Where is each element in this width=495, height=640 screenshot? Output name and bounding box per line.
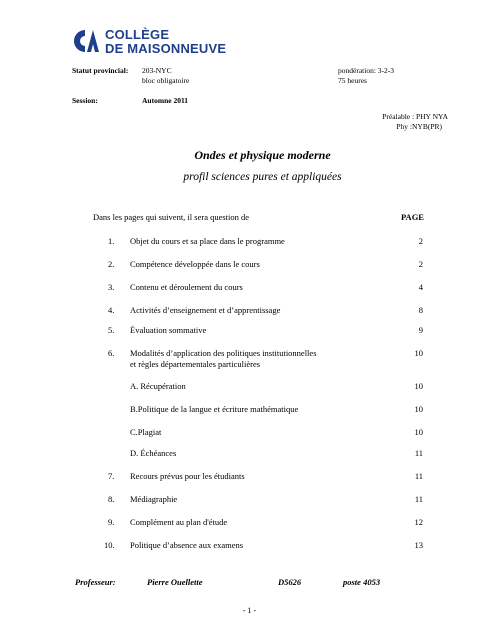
professor-name: Pierre Ouellette xyxy=(147,577,203,587)
toc-item-page: 10 xyxy=(414,404,423,414)
toc-item-label: Objet du cours et sa place dans le programme xyxy=(130,236,285,246)
professor-phone: poste 4053 xyxy=(343,577,381,587)
toc-item-number: 2. xyxy=(108,259,115,269)
toc-item-page: 2 xyxy=(418,259,423,269)
toc-item-number: 1. xyxy=(108,236,115,246)
toc-subitem-label: A. Récupération xyxy=(130,381,186,391)
toc-item-page: 10 xyxy=(414,427,423,437)
toc-item-page: 10 xyxy=(414,348,423,358)
logo-line-1: COLLÈGE xyxy=(105,27,170,42)
toc-item-label: Politique d’absence aux examens xyxy=(130,540,244,550)
toc-item-number: 4. xyxy=(108,305,115,315)
toc-item-label: Compétence développée dans le cours xyxy=(130,259,260,269)
toc-item-label: Recours prévus pour les étudiants xyxy=(130,471,245,481)
session-label: Session: xyxy=(72,96,98,105)
toc-item-page: 11 xyxy=(414,471,423,481)
toc-item-label: Médiagraphie xyxy=(130,494,178,504)
toc-item-label: Activités d’enseignement et d’apprentissage xyxy=(130,305,281,315)
toc-item-number: 8. xyxy=(108,494,115,504)
toc-page-label: PAGE xyxy=(401,212,424,222)
ponderation: pondération: 3-2-3 xyxy=(338,66,395,75)
college-logo-icon xyxy=(72,28,102,54)
toc-item-label: Évaluation sommative xyxy=(130,325,207,335)
course-code: 203-NYC xyxy=(142,66,172,75)
toc-item-page: 9 xyxy=(418,325,423,335)
toc-item-page: 12 xyxy=(414,517,423,527)
toc-item-page: 2 xyxy=(418,236,423,246)
logo-line-2: DE MAISONNEUVE xyxy=(105,41,227,56)
college-logo xyxy=(72,26,232,60)
session-value: Automne 2011 xyxy=(142,96,189,105)
toc-item-label: Complément au plan d'étude xyxy=(130,517,228,527)
course-subtitle: profil sciences pures et appliquées xyxy=(183,171,342,183)
toc-item-page: 11 xyxy=(414,448,423,458)
toc-item-page: 10 xyxy=(414,381,423,391)
toc-subitem-label: B.Politique de la langue et écriture mathématique xyxy=(130,404,299,414)
toc-item-page: 13 xyxy=(414,540,423,550)
heures: 75 heures xyxy=(338,76,367,85)
statut-label: Statut provincial: xyxy=(72,66,129,75)
toc-subitem-label: D. Échéances xyxy=(130,448,177,458)
professor-office: D5626 xyxy=(278,577,302,587)
toc-item-page: 4 xyxy=(418,282,423,292)
toc-item-number: 7. xyxy=(108,471,115,481)
toc-item-label: Modalités d’application des politiques institutionnelles xyxy=(130,348,317,358)
professor-label: Professeur: xyxy=(75,577,116,587)
toc-item-number: 10. xyxy=(104,540,115,550)
toc-intro: Dans les pages qui suivent, il sera question de xyxy=(93,212,250,222)
prealable-1: Préalable : PHY NYA xyxy=(382,112,448,121)
course-bloc: bloc obligatoire xyxy=(142,76,190,85)
toc-item-number: 5. xyxy=(108,325,115,335)
toc-item-label: Contenu et déroulement du cours xyxy=(130,282,243,292)
course-title: Ondes et physique moderne xyxy=(194,148,331,162)
toc-item-page: 8 xyxy=(418,305,423,315)
toc-subitem-label: C.Plagiat xyxy=(130,427,162,437)
prealable-2: Phy :NYB(PR) xyxy=(396,122,442,131)
toc-item-number: 3. xyxy=(108,282,115,292)
toc-item-label-continued: et règles départementales particulières xyxy=(130,359,261,369)
page-number: - 1 - xyxy=(242,606,257,615)
toc-item-page: 11 xyxy=(414,494,423,504)
toc-item-number: 9. xyxy=(108,517,115,527)
toc-item-number: 6. xyxy=(108,348,115,358)
